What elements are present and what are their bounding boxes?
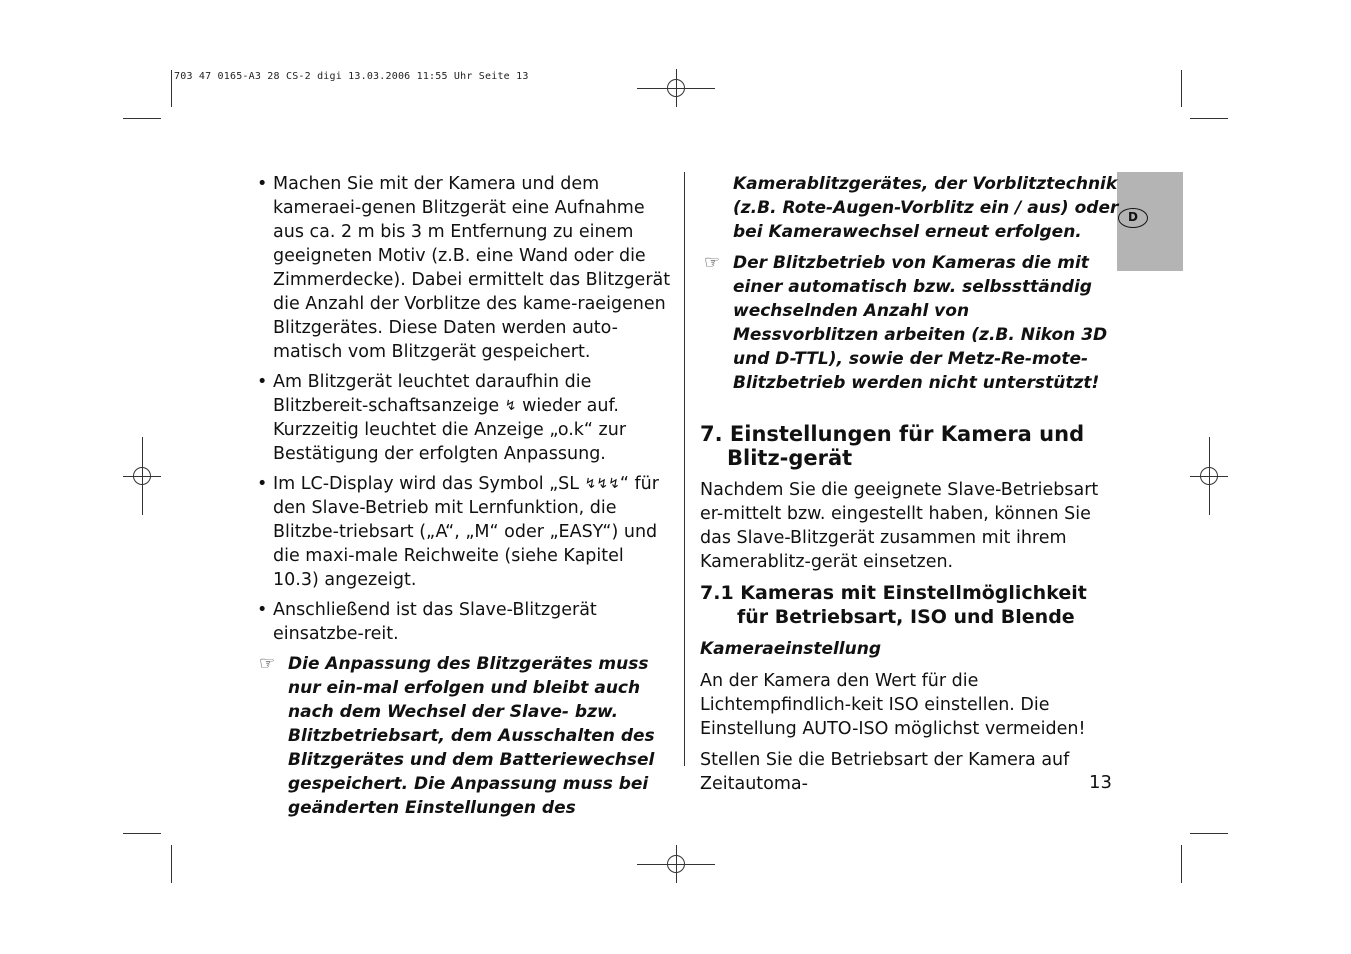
bullet-icon: • (257, 372, 268, 392)
list-item (255, 598, 675, 646)
pointing-hand-icon: ☞ (704, 252, 721, 273)
pointing-hand-icon: ☞ (259, 653, 276, 674)
flash-ready-icon: ↯ (504, 398, 517, 414)
note-text: Die Anpassung des Blitzgerätes muss nur ein-mal erfolgen und bleibt auch nach dem Wechsel der Slave- bzw. Blitzbetriebsart, dem Ausschalten des Blitzgerätes und dem Batteriewechsel gespeichert. Die Anpassung muss bei geänderten Einstellungen des (288, 654, 655, 818)
registration-mark-bottom (637, 845, 715, 883)
subsection-heading: 7.1 Kameras mit Einstellmöglichkeit für Betriebsart, ISO und Blende (700, 582, 1087, 628)
registration-mark-right (1190, 437, 1228, 515)
paragraph: An der Kamera den Wert für die Lichtempfindlich-keit ISO einstellen. Die Einstellung AUTO-ISO möglichst vermeiden! (700, 671, 1086, 739)
list-item-text: wieder auf. Kurzzeitig leuchtet die Anzeige „o.k“ zur Bestätigung der erfolgten Anpassung. (273, 396, 627, 464)
registration-mark-top (637, 69, 715, 107)
list-item-text: Anschließend ist das Slave-Blitzgerät einsatzbe-reit. (273, 600, 597, 644)
paragraph: Nachdem Sie die geeignete Slave-Betriebsart er-mittelt bzw. eingestellt haben, können Sie das Slave-Blitzgerät zusammen mit ihrem Kamerablitz-gerät einsetzen. (700, 480, 1099, 572)
crop-mark (123, 833, 161, 834)
crop-mark (1190, 118, 1228, 119)
note (700, 251, 1120, 395)
section-heading: 7. Einstellungen für Kamera und Blitz-gerät (700, 422, 1085, 470)
crop-mark (123, 118, 161, 119)
language-tab-letter: D (1118, 208, 1148, 228)
right-column (700, 172, 1120, 803)
print-header-line: 703 47 0165-A3 28 CS-2 digi 13.03.2006 11:55 Uhr Seite 13 (174, 71, 529, 82)
bullet-icon: • (257, 174, 268, 194)
subheading: Kameraeinstellung (700, 639, 882, 659)
bullet-icon: • (257, 474, 268, 494)
note-text: Der Blitzbetrieb von Kameras die mit einer automatisch bzw. selbssttändig wechselnden Anzahl von Messvorblitzen arbeiten (z.B. Nikon 3D und D-TTL), sowie der Metz-Re-mote-Blitzbetrieb werden nicht unterstützt! (733, 253, 1108, 393)
list-item-text: Machen Sie mit der Kamera und dem kameraei-genen Blitzgerät eine Aufnahme aus ca. 2 m bis 3 m Entfernung zu einem geeigneten Motiv (z.B. eine Wand oder die Zimmerdecke). Dabei ermittelt das Blitzgerät die Anzahl der Vorblitze des kame-raeigenen Blitzgerätes. Diese Daten werden auto-matisch vom Blitzgerät gespeichert. (273, 174, 671, 362)
registration-mark-left (123, 437, 161, 515)
note (255, 652, 675, 820)
list-item (255, 472, 675, 592)
crop-mark (1190, 833, 1228, 834)
crop-mark (1181, 845, 1182, 883)
list-item (255, 172, 675, 364)
slave-learn-flash-icon: ↯↯↯ (584, 476, 620, 492)
paragraph: Stellen Sie die Betriebsart der Kamera auf Zeitautoma- (700, 750, 1070, 794)
crop-mark (1181, 70, 1182, 107)
crop-mark (171, 845, 172, 883)
list-item-text: “ für den Slave-Betrieb mit Lernfunktion, die Blitzbe-triebsart („A“, „M“ oder „EASY“) und die maxi-male Reichweite (siehe Kapitel 10.3) angezeigt. (273, 474, 659, 590)
page-number: 13 (1089, 772, 1112, 793)
left-column (255, 172, 675, 826)
note-continuation: Kamerablitzgerätes, der Vorblitztechnik (z.B. Rote-Augen-Vorblitz ein / aus) oder bei Kamerawechsel erneut erfolgen. (733, 174, 1119, 242)
list-item-text: Am Blitzgerät leuchtet daraufhin die Blitzbereit-schaftsanzeige (273, 372, 592, 416)
bullet-icon: • (257, 600, 268, 620)
list-item (255, 370, 675, 466)
list-item-text: Im LC-Display wird das Symbol „SL (273, 474, 580, 494)
column-divider (684, 172, 685, 766)
crop-mark (171, 70, 172, 107)
